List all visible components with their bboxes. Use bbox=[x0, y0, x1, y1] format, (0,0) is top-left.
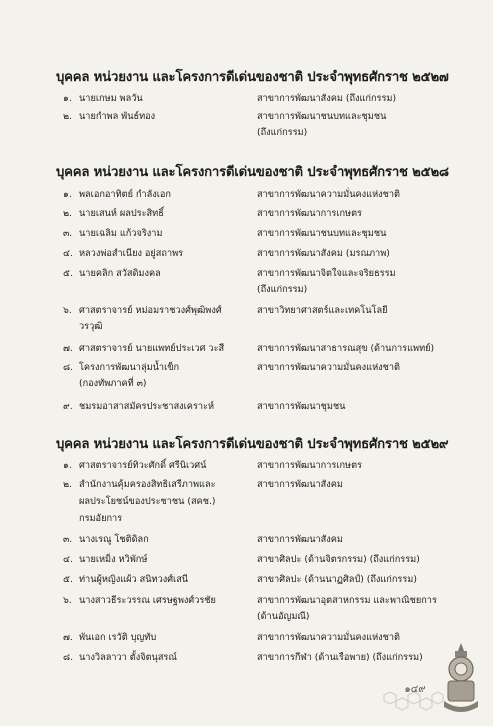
emblem-icon bbox=[440, 641, 482, 713]
item-number: ๒. bbox=[63, 479, 72, 490]
item-field: สาขาการกีฬา (ด้านเรือพาย) (ถึงแก่กรรม) bbox=[257, 652, 423, 663]
item-name: นายกำพล พันธ์ทอง bbox=[79, 111, 156, 122]
item-name: ศาสตราจารย์ หม่อมราชวงศ์พุฒิพงศ์ bbox=[79, 305, 222, 316]
item-number: ๔. bbox=[63, 554, 73, 565]
item-name: นางเรณู โชติดิลก bbox=[79, 534, 149, 545]
item-name: นางวิลลาวา ตั้งจิตนุสรณ์ bbox=[79, 652, 177, 663]
item-name: พันเอก เรวัติ บุญทับ bbox=[79, 632, 157, 643]
item-name: วรวุฒิ bbox=[79, 321, 103, 332]
item-number: ๘. bbox=[63, 652, 74, 663]
item-field: (ถึงแก่กรรม) bbox=[257, 284, 308, 295]
item-name: โครงการพัฒนาลุ่มน้ำเข็ก bbox=[79, 362, 180, 373]
item-number: ๕. bbox=[63, 268, 73, 279]
item-number: ๗. bbox=[63, 343, 73, 354]
item-number: ๒. bbox=[63, 111, 72, 122]
item-field: สาขาการพัฒนาสังคม (มรณภาพ) bbox=[257, 248, 390, 259]
item-name: (กองทัพภาคที่ ๓) bbox=[79, 378, 147, 389]
item-field: สาขาการพัฒนาสังคม (ถึงแก่กรรม) bbox=[257, 93, 397, 104]
item-name: นายเฉลิม แก้วจริงาม bbox=[79, 228, 163, 239]
item-field: สาขาการพัฒนาความมั่นคงแห่งชาติ bbox=[257, 632, 400, 643]
item-field: สาขาศิลปะ (ด้านนาฏศิลป์) (ถึงแก่กรรม) bbox=[257, 574, 417, 585]
item-number: ๔. bbox=[63, 248, 73, 259]
item-field: (ด้านอัญมณี) bbox=[257, 611, 310, 622]
item-field: สาขาการพัฒนาสาธารณสุข (ด้านการแพทย์) bbox=[257, 343, 435, 354]
item-field: สาขาการพัฒนาชุมชน bbox=[257, 401, 346, 412]
item-field: สาขาการพัฒนาความมั่นคงแห่งชาติ bbox=[257, 189, 400, 200]
item-field: สาขาการพัฒนาอุตสาหกรรม และพาณิชยการ bbox=[257, 595, 437, 606]
item-field: สาขาศิลปะ (ด้านจิตรกรรม) (ถึงแก่กรรม) bbox=[257, 554, 420, 565]
item-field: สาขาการพัฒนาสังคม bbox=[257, 479, 343, 490]
item-field: สาขาการพัฒนาการเกษตร bbox=[257, 460, 362, 471]
item-field: สาขาวิทยาศาสตร์และเทคโนโลยี bbox=[257, 305, 388, 316]
item-name: สำนักงานคุ้มครองสิทธิเสรีภาพและ bbox=[79, 479, 216, 490]
item-number: ๑. bbox=[63, 460, 72, 471]
item-name: นายเหม็ง หวิพักษ์ bbox=[79, 554, 148, 565]
item-name: ชมรมอาสาสมัครประชาสงเคราะห์ bbox=[79, 401, 215, 412]
item-number: ๓. bbox=[63, 534, 73, 545]
item-field: (ถึงแก่กรรม) bbox=[257, 127, 308, 138]
item-name: นายเกษม พลวัน bbox=[79, 93, 143, 104]
item-name: นายคลิก สวัสดิมงคล bbox=[79, 268, 161, 279]
item-field: สาขาการพัฒนาความมั่นคงแห่งชาติ bbox=[257, 362, 400, 373]
item-name: ศาสตราจารย์ นายแพทย์ประเวศ วะสี bbox=[79, 343, 225, 354]
item-number: ๘. bbox=[63, 362, 74, 373]
item-name: ผลประโยชน์ของประชาชน (สคช.) bbox=[79, 496, 216, 507]
item-name: ศาสตราจารย์ทิวะศักดิ์ ศรีนิเวศน์ bbox=[79, 460, 207, 471]
item-number: ๕. bbox=[63, 574, 73, 585]
item-field: สาขาการพัฒนาชนบทและชุมชน bbox=[257, 111, 387, 122]
item-number: ๙. bbox=[63, 401, 73, 412]
item-name: นายเสนห์ ผลประสิทธิ์ bbox=[79, 208, 164, 219]
item-number: ๖. bbox=[63, 595, 72, 606]
section-heading: บุคคล หน่วยงาน และโครงการดีเด่นของชาติ ประจำพุทธศักราช ๒๕๒๘ bbox=[56, 165, 449, 180]
section-heading: บุคคล หน่วยงาน และโครงการดีเด่นของชาติ ประจำพุทธศักราช ๒๕๒๗ bbox=[56, 70, 449, 85]
item-number: ๗. bbox=[63, 632, 73, 643]
item-number: ๑. bbox=[63, 93, 72, 104]
item-field: สาขาการพัฒนาชนบทและชุมชน bbox=[257, 228, 387, 239]
item-field: สาขาการพัฒนาการเกษตร bbox=[257, 208, 362, 219]
section-heading: บุคคล หน่วยงาน และโครงการดีเด่นของชาติ ประจำพุทธศักราช ๒๕๒๙ bbox=[56, 437, 449, 452]
page-number: ๑๔๙ bbox=[404, 684, 426, 695]
item-number: ๓. bbox=[63, 228, 73, 239]
item-name: นางสาวธีระวรรณ เศรษฐพงศ์วรชัย bbox=[79, 595, 216, 606]
item-field: สาขาการพัฒนาจิตใจและจริยธรรม bbox=[257, 268, 396, 279]
item-field: สาขาการพัฒนาสังคม bbox=[257, 534, 343, 545]
item-number: ๖. bbox=[63, 305, 72, 316]
item-name: พลเอกอาทิตย์ กำลังเอก bbox=[79, 189, 171, 200]
item-number: ๑. bbox=[63, 189, 72, 200]
item-name: หลวงพ่อสำเนียง อยู่สถาพร bbox=[79, 248, 184, 259]
item-number: ๒. bbox=[63, 208, 72, 219]
item-name: กรมอัยการ bbox=[79, 513, 123, 524]
item-name: ท่านผู้หญิงแผ้ว สนิทวงศ์เสนี bbox=[79, 574, 189, 585]
